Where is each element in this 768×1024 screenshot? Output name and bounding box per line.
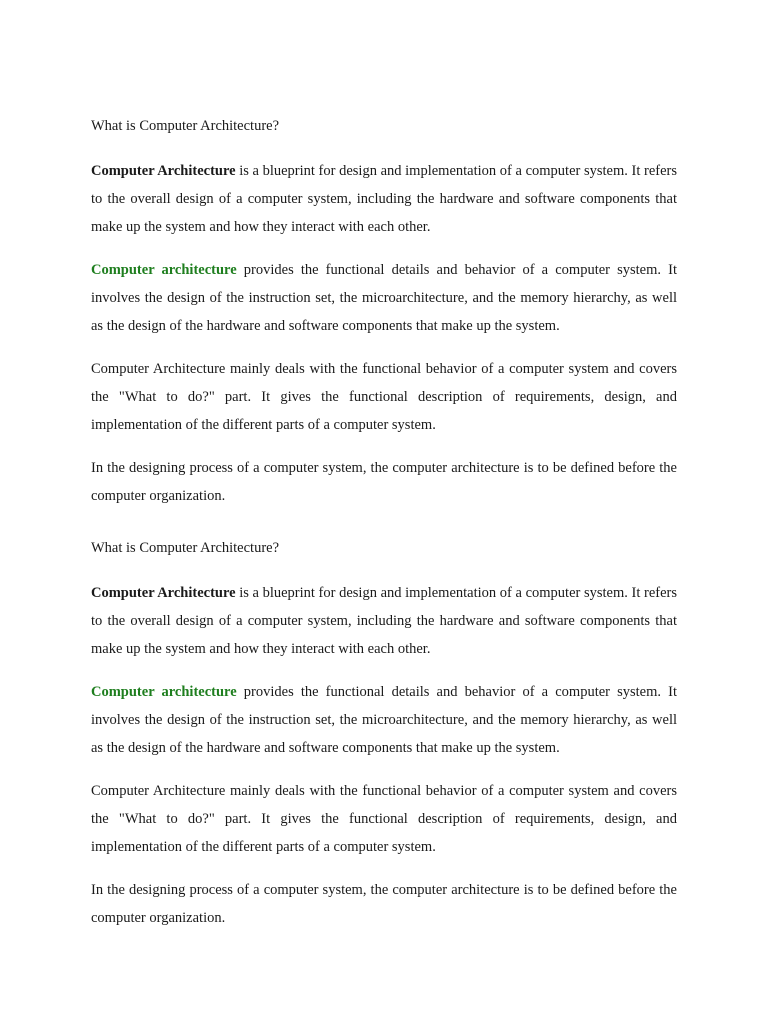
paragraph-functional-behavior: Computer Architecture mainly deals with the functional behavior of a computer system and covers the "What to do?" part. It gives the functional description of requirements, design, and implementation of the different parts of a computer system. — [91, 361, 677, 433]
section-heading: What is Computer Architecture? — [91, 540, 280, 556]
paragraph-functional-details — [91, 678, 677, 762]
paragraph-text: provides the functional details and behavior of a computer system. It involves the design of the instruction set, the microarchitecture, and the memory hierarchy, as well as the design of the hardware and software components that make up the system. — [91, 684, 678, 756]
paragraph-text: is a blueprint for design and implementation of a computer system. It refers to the overall design of a computer system, including the hardware and software components that make up the system and how they interact with each other. — [91, 163, 677, 235]
paragraph-definition — [91, 579, 677, 663]
document-section — [91, 510, 677, 932]
term-computer-architecture: Computer Architecture — [91, 585, 236, 601]
document-section — [91, 0, 677, 510]
paragraph-functional-details — [91, 256, 677, 340]
paragraph-text: is a blueprint for design and implementation of a computer system. It refers to the overall design of a computer system, including the hardware and software components that make up the system and how they interact with each other. — [91, 585, 677, 657]
term-computer-architecture-link[interactable]: Computer architecture — [91, 262, 237, 278]
section-heading: What is Computer Architecture? — [91, 118, 280, 134]
term-computer-architecture-link[interactable]: Computer architecture — [91, 684, 237, 700]
paragraph-text: provides the functional details and behavior of a computer system. It involves the design of the instruction set, the microarchitecture, and the memory hierarchy, as well as the design of the hardware and software components that make up the system. — [91, 262, 678, 334]
paragraph-definition — [91, 157, 677, 241]
paragraph-functional-behavior: Computer Architecture mainly deals with the functional behavior of a computer system and covers the "What to do?" part. It gives the functional description of requirements, design, and implementation of the different parts of a computer system. — [91, 783, 677, 855]
paragraph-design-process: In the designing process of a computer system, the computer architecture is to be defined before the computer organization. — [91, 460, 677, 504]
paragraph-design-process: In the designing process of a computer system, the computer architecture is to be defined before the computer organization. — [91, 882, 677, 926]
term-computer-architecture: Computer Architecture — [91, 163, 236, 179]
